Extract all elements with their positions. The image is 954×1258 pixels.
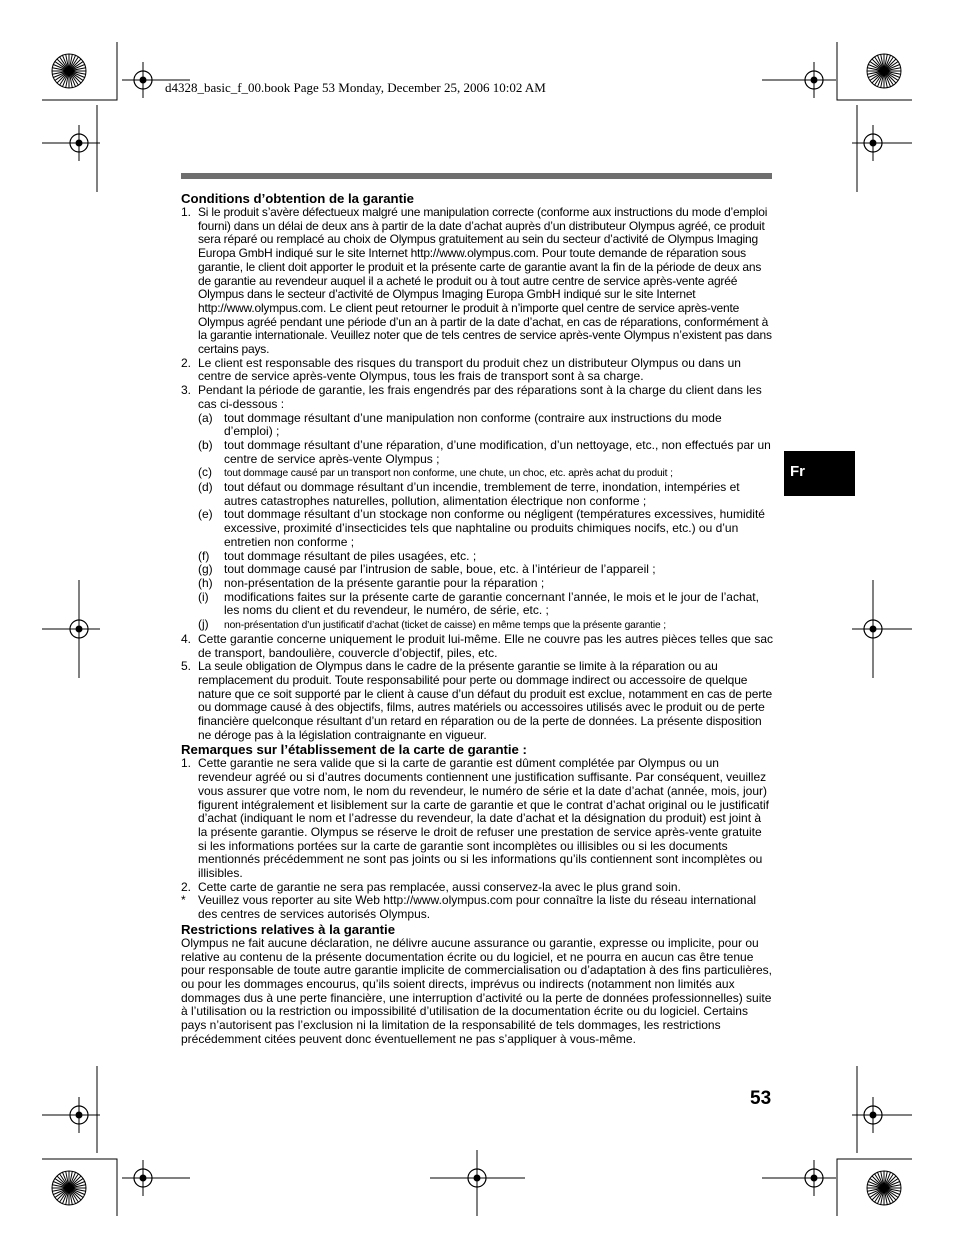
list-item (181, 206, 773, 357)
sub-item-text: non-présentation de la présente garantie pour la réparation ; (224, 575, 545, 590)
list-item (181, 384, 773, 411)
sub-item (181, 577, 773, 591)
sub-item-text: tout défaut ou dommage résultant d’un incendie, tremblement de terre, inondation, intempéries et autres catastrophes naturelles, pollution, alimentation électrique non conforme ; (224, 480, 740, 508)
sub-item (181, 412, 773, 439)
sub-item-letter: (e) (198, 507, 213, 522)
sub-item-text: tout dommage résultant de piles usagées, etc. ; (224, 548, 477, 563)
item-number: 4. (181, 631, 192, 646)
item-number: * (181, 893, 186, 908)
language-tab-label: Fr (790, 463, 805, 480)
sub-item (181, 466, 773, 481)
sub-item (181, 618, 773, 633)
sub-item-letter: (g) (198, 562, 213, 577)
sub-item-text: tout dommage causé par un transport non conforme, une chute, un choc, etc. après achat du produit ; (224, 468, 673, 480)
item-number: 1. (181, 756, 192, 771)
list-item (181, 894, 773, 921)
sub-item-letter: (i) (198, 589, 209, 604)
print-header: d4328_basic_f_00.book Page 53 Monday, December 25, 2006 10:02 AM (165, 80, 546, 95)
section-title-remarks: Remarques sur l’établissement de la carte de garantie : (181, 742, 527, 758)
sub-item-text: non-présentation d’un justificatif d’achat (ticket de caisse) en même temps que la présente garantie ; (224, 620, 667, 632)
sub-item-text: tout dommage résultant d’une réparation, d’une modification, d’un nettoyage, etc., non effectués par un centre de service après-vente Olympus ; (224, 437, 771, 466)
item-number: 2. (181, 355, 192, 370)
sub-item-text: modifications faites sur la présente carte de garantie concernant l’année, le mois et le jour de l’achat, les noms du client et du revendeur, le numéro, de série, etc. ; (224, 589, 759, 618)
sub-item-letter: (f) (198, 548, 210, 563)
sub-item (181, 481, 773, 508)
section-title-restrictions: Restrictions relatives à la garantie (181, 921, 396, 937)
sub-item (181, 550, 773, 564)
sub-item-letter: (b) (198, 437, 213, 452)
item-text: Veuillez vous reporter au site Web http://www.olympus.com pour connaître la liste du réseau international des centres de services autorisés Olympus. (198, 893, 757, 922)
list-item (181, 633, 773, 660)
restrictions-paragraph: Olympus ne fait aucune déclaration, ne délivre aucune assurance ou garantie, expresse ou implicite, pour ou relative au contenu de la présente documentation écrite ou du logiciel, et ne pourra en aucun cas être tenue pour responsable de toute autre garantie implicite de commercialisation ou d’adaptation à des fins particulières, ou pour les dommages encourus, qu’ils soient directs, imprévus ou indirects (notamment non limités aux dommages dus à une perte financière, une interruption d’activité ou la perte de données professionnelles) suite à l’utilisation ou la restriction ou impossibilité d’utilisation de la documentation écrite ou du logiciel. Certains pays n’autorisent pas l’exclusion ni la limitation de la responsabilité de tels dommages, les restrictions précédemment citées peuvent donc éventuellement ne pas s’appliquer à vous-même. (181, 935, 773, 1046)
section-title-conditions: Conditions d’obtention de la garantie (181, 191, 414, 206)
item-number: 3. (181, 383, 192, 398)
sub-item (181, 563, 773, 577)
sub-item-letter: (d) (198, 480, 213, 495)
warranty-content (181, 191, 773, 1046)
item-text: Cette garantie concerne uniquement le produit lui-même. Elle ne couvre pas les autres pièces telles que sac de transport, bandoulière, couvercle d’objectif, piles, etc. (198, 631, 773, 660)
sub-item-text: tout dommage causé par l’intrusion de sable, boue, etc. à l’intérieur de l’appareil ; (224, 562, 656, 577)
sub-item-letter: (a) (198, 410, 213, 425)
sub-item (181, 439, 773, 466)
list-item (181, 881, 773, 895)
list-item (181, 357, 773, 384)
page-number: 53 (750, 1088, 772, 1109)
sub-item-letter: (h) (198, 575, 213, 590)
item-text: Pendant la période de garantie, les frais engendrés par des réparations sont à la charge du client dans les cas ci-dessous : (198, 383, 762, 411)
sub-item-letter: (c) (198, 465, 212, 480)
top-rule (181, 173, 772, 179)
sub-item (181, 591, 773, 618)
item-number: 2. (181, 879, 192, 894)
item-text: Cette garantie ne sera valide que si la carte de garantie est dûment complétée par Olympus ou un revendeur agréé ou si d’autres documents contiennent une justification suffisante. Par conséquent, veuillez vous assurer que votre nom, le nom du revendeur, le numéro de série et la date d’achat (année, mois, jour) figurent intégralement et lisiblement sur la carte de garantie et que le contrat d’achat original ou le justificatif d’achat (indiquant le nom et l’adresse du revendeur, la date d’achat et la désignation du produit) est joint à la présente garantie. Olympus se réserve le droit de refuser une prestation de service après-vente gratuite si les informations portées sur la carte de garantie sont incomplètes ou illisibles ou si les documents mentionnés précédemment ne sont pas joints ou si les informations qu’ils contiennent sont incomplètes ou illisibles. (198, 756, 769, 881)
list-item (181, 757, 773, 880)
item-text: Le client est responsable des risques du transport du produit chez un distributeur Olympus ou dans un centre de service après-vente Olympus, tous les frais de transport sont à sa charge. (198, 355, 741, 384)
sub-item-letter: (j) (198, 617, 209, 632)
sub-item (181, 508, 773, 549)
item-text: Si le produit s’avère défectueux malgré une manipulation correcte (conforme aux instructions du mode d’emploi fourni) dans un délai de deux ans à partir de la date d’achat auprès d’un distributeur Olympus agréé, ce produit sera réparé ou remplacé au choix de Olympus gratuitement au sein du secteur d’activité de Olympus Imaging Europa GmbH indiqué sur le site Internet http://www.olympus.com. Pour toute demande de réparation sous garantie, le client doit apporter le produit et la présente carte de garantie avant la fin de la période de deux ans de garantie au revendeur auquel il a acheté le produit ou à tout autre centre de service après-vente agréé Olympus dans le secteur d’activité de Olympus Imaging Europa GmbH indiqué sur le site Internet http://www.olympus.com. Le client peut retourner le produit à n’importe quel centre de service après-vente Olympus agréé pendant une période d’un an à partir de la date d’achat, en cas de réparations, conformément à la garantie internationale. Veuillez noter que de tels centres de service après-vente Olympus n’existent pas dans certains pays. (198, 205, 772, 357)
item-text: Cette carte de garantie ne sera pas remplacée, aussi conservez-la avec le plus grand soin. (198, 879, 681, 894)
item-number: 1. (181, 205, 192, 219)
item-number: 5. (181, 659, 192, 674)
language-tab (784, 451, 855, 496)
item-text: La seule obligation de Olympus dans le cadre de la présente garantie se limite à la réparation ou au remplacement du produit. Toute responsabilité pour perte ou dommage indirect ou accessoire de quelque nature que ce soit supporté par le client à cause d’un défaut du produit est exclue, notamment en cas de perte ou dommage causé à des objectifs, films, autres matériels ou accessoires utilisés avec le produit ou de perte financière quelconque résultant d’un retard en réparation ou de la perte de données. La présente disposition ne déroge pas à la législation contraignante en vigueur. (198, 659, 773, 742)
sub-item-text: tout dommage résultant d’une manipulation non conforme (contraire aux instructions du mode d’emploi) ; (224, 410, 722, 439)
sub-item-text: tout dommage résultant d’un stockage non conforme ou négligent (températures excessives, humidité excessive, proximité d’insecticides tels que naphtaline ou produits chimiques nocifs, etc.) ou d’un entretien non conforme ; (224, 507, 765, 549)
list-item (181, 660, 773, 742)
